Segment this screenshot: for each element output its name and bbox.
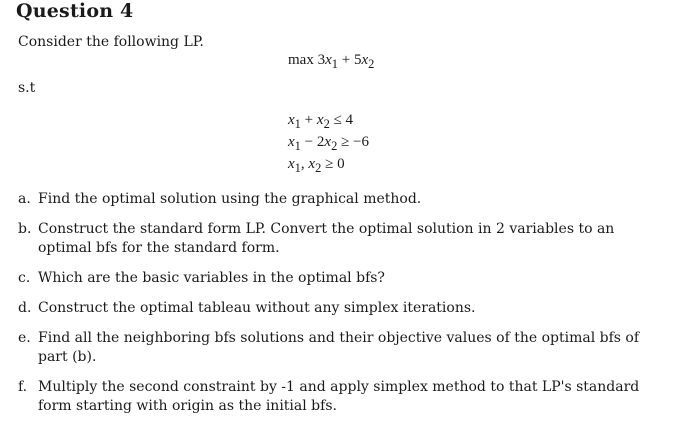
part-b [18, 220, 658, 258]
objective-coef-1: 3 [317, 52, 326, 68]
constraint-nonnegativity [288, 156, 345, 176]
part-c [18, 269, 658, 288]
constraint-1 [288, 112, 353, 132]
constraint-2-var-b: x [324, 134, 332, 150]
constraint-2-operator: − [300, 134, 317, 150]
constraint-3-var-b: x [308, 156, 316, 172]
part-f-text: Multiply the second constraint by -1 and apply simplex method to that LP's standard form starting with origin as the initial bfs. [38, 379, 640, 414]
objective-coef-2: 5 [353, 52, 362, 68]
objective-sub-1: 1 [331, 57, 338, 71]
constraint-2-rhs: −6 [353, 134, 370, 150]
subject-to-label: s.t [18, 80, 36, 96]
constraint-3-separator: , [300, 156, 309, 172]
part-d-text: Construct the optimal tableau without any simplex iterations. [38, 300, 476, 316]
objective-function [288, 52, 374, 72]
constraint-1-var-b: x [316, 112, 324, 128]
constraint-2-sub-b: 2 [331, 139, 338, 153]
constraint-3-sub-b: 2 [315, 161, 322, 175]
part-b-text: Construct the standard form LP. Convert the optimal solution in 2 variables to an optimal bfs for the standard form. [38, 221, 615, 256]
intro-text: Consider the following LP. [18, 34, 204, 50]
constraint-1-operator: + [300, 112, 317, 128]
part-d-label: d. [18, 300, 32, 316]
part-f-label: f. [18, 379, 28, 395]
constraint-3-rhs: 0 [337, 156, 345, 172]
part-e-label: e. [18, 330, 31, 346]
constraint-1-rhs: 4 [345, 112, 354, 128]
objective-sub-2: 2 [368, 57, 375, 71]
objective-var-1: x [325, 52, 332, 68]
constraint-2 [288, 134, 369, 154]
objective-plus: + [338, 52, 354, 68]
part-d [18, 299, 658, 318]
part-c-label: c. [18, 270, 31, 286]
constraint-2-coef-b: 2 [316, 134, 325, 150]
constraint-3-relation: ≥ [321, 156, 338, 172]
constraint-1-relation: ≤ [329, 112, 346, 128]
constraint-2-relation: ≥ [337, 134, 354, 150]
constraint-1-var-a: x [288, 112, 295, 128]
question-parts-list [18, 190, 658, 427]
objective-op: max [288, 52, 314, 68]
constraint-1-sub-b: 2 [323, 117, 330, 131]
constraint-1-sub-a: 1 [294, 117, 301, 131]
part-b-label: b. [18, 221, 32, 237]
constraint-2-var-a: x [288, 134, 295, 150]
part-a-text: Find the optimal solution using the graphical method. [38, 191, 422, 207]
part-a [18, 190, 658, 209]
constraint-2-sub-a: 1 [294, 139, 301, 153]
question-title: Question 4 [16, 0, 134, 22]
constraint-3-var-a: x [288, 156, 295, 172]
objective-var-2: x [361, 52, 369, 68]
constraint-3-sub-a: 1 [294, 161, 301, 175]
part-a-label: a. [18, 191, 31, 207]
part-e-text: Find all the neighboring bfs solutions and their objective values of the optimal bfs of part (b). [38, 330, 640, 365]
part-f [18, 378, 658, 416]
part-c-text: Which are the basic variables in the optimal bfs? [38, 270, 385, 286]
part-e [18, 329, 658, 367]
